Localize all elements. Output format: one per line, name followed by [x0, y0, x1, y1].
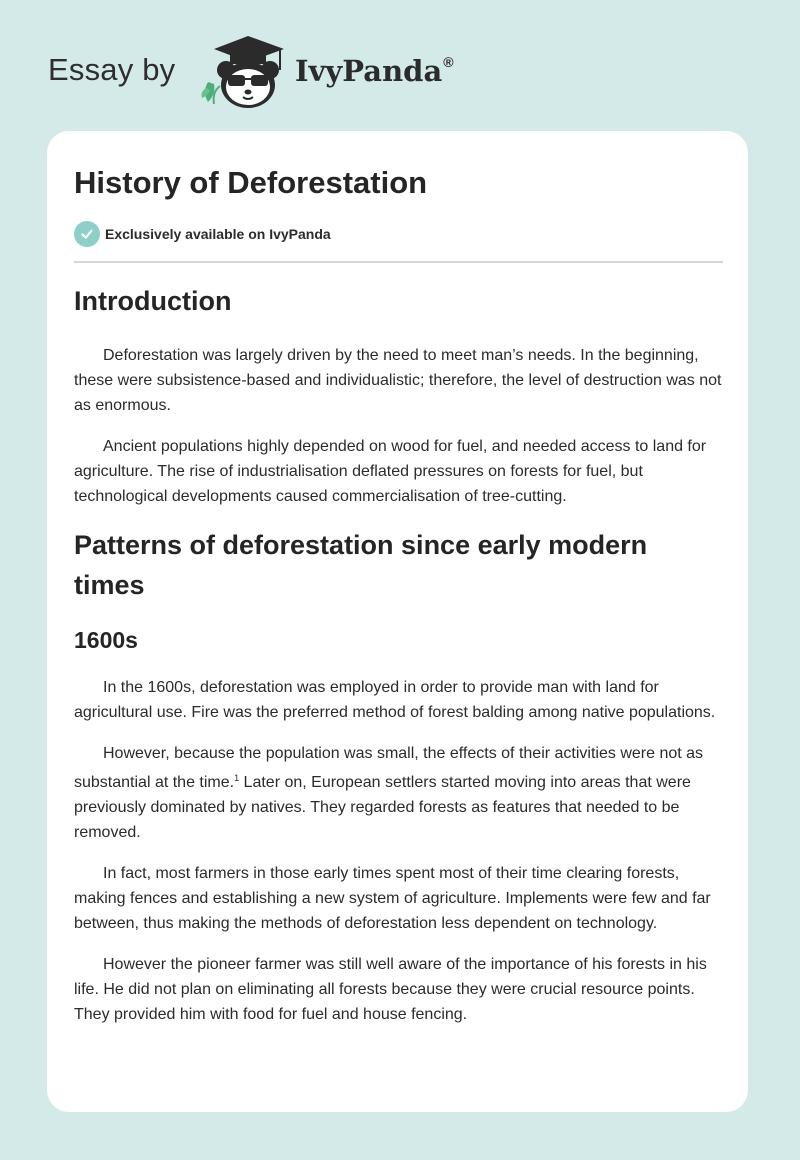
section-heading-patterns: Patterns of deforestation since early modern times	[74, 530, 648, 600]
badge-text: Exclusively available on IvyPanda	[105, 226, 331, 242]
paragraph: Deforestation was largely driven by the need to meet man’s needs. In the beginning, these were subsistence-based and individualistic; therefore, the level of destruction was not as enormous.	[74, 347, 722, 414]
article-body	[74, 281, 723, 1043]
divider	[74, 261, 723, 263]
footnote-marker[interactable]: 1	[234, 773, 240, 783]
paragraph-with-footnote: However, because the population was small, the effects of their activities were not as substantial at the time.$^1$ Later on, European settlers started moving into areas that were previously dominated by natives. They regarded forests as features that needed to be removed.	[74, 745, 704, 841]
site-header	[48, 30, 508, 110]
essay-by-label: Essay by	[48, 52, 176, 87]
essay-card	[47, 131, 748, 1112]
section-heading-introduction: Introduction	[74, 286, 232, 316]
paragraph: However the pioneer farmer was still well aware of the importance of his forests in his life. He did not plan on eliminating all forests because they were crucial resource points. They provided him with food for fuel and house fencing.	[74, 956, 707, 1023]
brand-logo-text: IvyPanda®	[295, 54, 454, 88]
panda-graduate-icon	[200, 30, 296, 110]
check-icon	[74, 221, 100, 247]
section-patterns	[74, 525, 723, 1027]
paragraph: In the 1600s, deforestation was employed in order to provide man with land for agricultural use. Fire was the preferred method of forest balding among native populations.	[74, 679, 716, 721]
paragraph: In fact, most farmers in those early times spent most of their time clearing forests, making fences and establishing a new system of agriculture. Implements were few and far between, thus making the methods of deforestation less dependent on technology.	[74, 865, 711, 932]
page-title: History of Deforestation	[74, 165, 428, 200]
subsection-heading-1600s: 1600s	[74, 627, 138, 653]
exclusive-badge	[74, 220, 331, 248]
paragraph: Ancient populations highly depended on wood for fuel, and needed access to land for agriculture. The rise of industrialisation deflated pressures on forests for fuel, but technological developments caused commercialisation of tree-cutting.	[74, 438, 707, 505]
